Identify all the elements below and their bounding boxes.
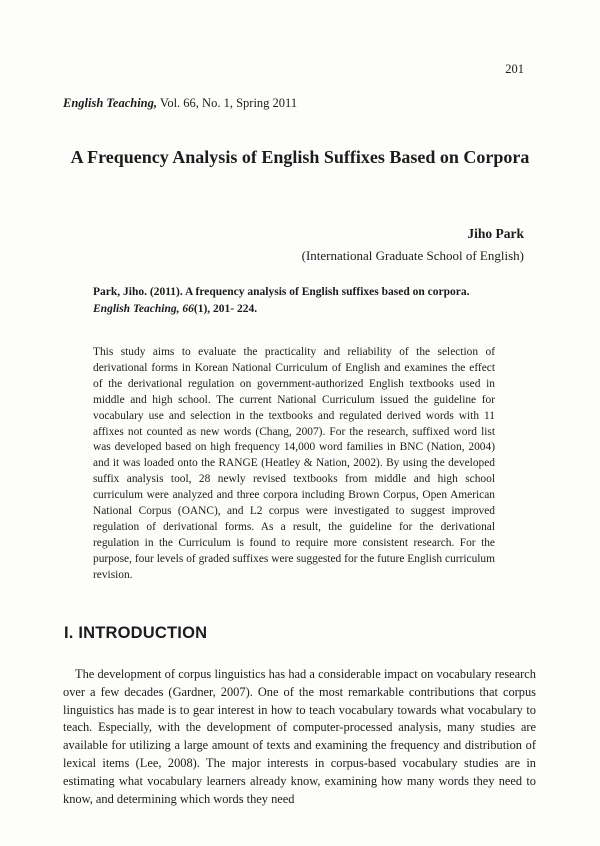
author-name: Jiho Park	[467, 226, 524, 241]
journal-name: English Teaching,	[63, 96, 158, 110]
citation-pages: (1), 201- 224.	[193, 303, 258, 315]
section-heading: I. INTRODUCTION	[64, 624, 208, 642]
author-affiliation: (International Graduate School of English)	[301, 248, 524, 263]
body-paragraph: The development of corpus linguistics has had a considerable impact on vocabulary research over a few decades (Gardner, 2007). One of the most remarkable contributions that corpus linguistics has made is to gear interest in how to teach vocabulary towards what vocabulary to teach. Especially, with the development of computer-processed analysis, many studies are available for utilizing a large amount of texts and examining the frequency and distribution of lexical items (Lee, 2008). The major interests in corpus-based vocabulary studies are in estimating what vocabulary learners already know, examining how many words they need to know, and determining which words they need	[63, 667, 536, 806]
citation-main: Park, Jiho. (2011). A frequency analysis of English suffixes based on corpora.	[93, 286, 470, 298]
citation	[93, 284, 513, 318]
journal-details: Vol. 66, No. 1, Spring 2011	[157, 96, 298, 110]
citation-journal: English Teaching, 66	[93, 303, 194, 315]
journal-header	[63, 96, 297, 111]
paper-title: A Frequency Analysis of English Suffixes Based on Corpora	[70, 147, 530, 167]
abstract: This study aims to evaluate the practicality and reliability of the selection of derivational forms in Korean National Curriculum of English and examines the effect of the derivational regulation on government-authorized English textbooks used in middle and high school. The current National Curriculum issued the guideline for vocabulary use and selection in the textbooks and regulated derived words with 11 affixes not counted as new words (Chang, 2007). For the research, suffixed word list was developed based on high frequency 14,000 word families in BNC (Nation, 2004) and it was loaded onto the RANGE (Heatley & Nation, 2002). By using the developed suffix analysis tool, 28 newly revised textbooks from middle and high school curriculum were analyzed and three corpora including Brown Corpus, Open American National Corpus (OANC), and L2 corpus were investigated to suggest improved regulation of derivational forms. As a result, the guideline for the derivational regulation in the Curriculum is found to require more consistent research. For the purpose, four levels of graded suffixes were suggested for the future English curriculum revision.	[93, 346, 495, 581]
page-number: 201	[505, 62, 524, 76]
